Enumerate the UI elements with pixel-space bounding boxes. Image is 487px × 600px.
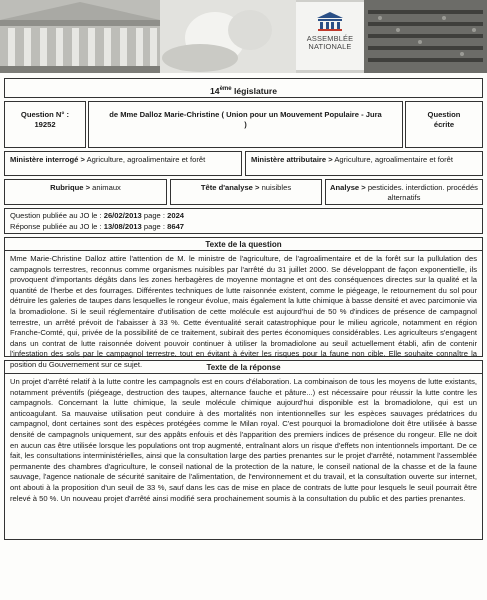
publication-dates: [4, 208, 483, 234]
question-number-cell: [4, 101, 86, 148]
ministere-attributaire-label: Ministère attributaire >: [251, 155, 333, 164]
question-identity-row: [4, 101, 483, 148]
question-author: de Mme Dalloz Marie-Christine ( Union pour un Mouvement Populaire - Jura ): [88, 101, 403, 148]
question-pub-date: 26/02/2013: [103, 211, 142, 220]
legislature-header: [4, 78, 483, 98]
ministere-interroge-value: Agriculture, agroalimentaire et forêt: [86, 155, 206, 164]
reponse-publication-line: [10, 222, 477, 233]
reponse-pub-prefix: Réponse publiée au JO le :: [10, 221, 102, 231]
assemblee-nationale-logo[interactable]: [296, 2, 364, 70]
legislature-number: 14: [210, 85, 220, 96]
question-sheet: [4, 78, 483, 540]
response-text-body: Un projet d'arrêté relatif à la lutte contre les campagnols est en cours d'élaboration. La combinaison de tous les moyens de lutte existants, notamment préventifs (piégeage, destruction des taupes, alternance fauche et pâture...) est nécessaire pour réussir la lutte contre les campagnols. Concernant la lutte chimique, la seule molécule chimique aujourd'hui disponible est la bromadiolone, qui est un anticoagulant. Sa mauvaise utilisation peut conduire à des mortalités non intentionnelles sur les espèces sauvages prédatrices du campagnol, dont certaines sont des espèces protégées comme le Milan royal. C'est pourquoi la bromadiolone doit être utilisée à basse densité de campagnols uniquement, sur des appâts enfouis et dès l'apparition des premiers indices de présence du rongeur. Elle ne doit en aucun cas être utilisée lorsque les populations ont trop augmenté, entraînant alors un risque d'effets non intentionnels important. De ce fait, les consultations interministérielles, ainsi que la consultation large des parties prenantes sur le projet d'arrêté, notamment l'assemblée permanente des chambres d'agriculture, le conseil national de la protection de la nature, le conseil national de la chasse et de la faune sauvage, l'agence nationale de sécurité sanitaire de l'alimentation, de l'environnement et du travail, et la consultation ouverte sur internet, ont abouti à la proposition d'un seuil de 33 %, sauf dans les cas de mise en place de contrats de lutte pour lesquels le seuil pourrait être relevé à 50 %. Un nouveau projet d'arrêté ainsi modifié sera prochainement soumis à la consultation du public et des parties prenantes.: [4, 374, 483, 540]
ministries-row: [4, 151, 483, 176]
ministere-attributaire: [245, 151, 483, 176]
response-text-heading: Texte de la réponse: [4, 360, 483, 374]
header-banner: [0, 0, 487, 73]
logo-text-line2: NATIONALE: [308, 42, 352, 51]
question-pub-page: 2024: [167, 211, 185, 220]
tete-analyse-cell: [170, 179, 322, 205]
tete-analyse-label: Tête d'analyse >: [200, 183, 260, 192]
analyse-label: Analyse >: [330, 183, 366, 192]
question-number: 19252: [34, 120, 56, 129]
question-type: écrite: [433, 120, 455, 129]
question-type-cell: [405, 101, 483, 148]
tete-analyse-value: nuisibles: [261, 183, 292, 192]
question-text-body: Mme Marie-Christine Dalloz attire l'attention de M. le ministre de l'agriculture, de l'agroalimentaire et de la forêt sur la pullulation des campagnols terrestres, reconnus comme organismes nuisibles par l'arrêté du 31 juillet 2000. Se développant de façon exponentielle, ils provoquent d'importants dégâts dans les zones herbagères de moyenne montagne et ont des conséquences directes sur la qualité et la quantité de l'herbe et des fourrages. Différentes techniques de lutte raisonnée existent, comme le piégeage, le retournement du sol pour détruire les galeries de taupes dans lesquelles le rongeur évolue, mais également la lutte chimique à basse densité et avec parcimonie via la bromadiolone. Si le seuil réglementaire d'utilisation de cette molécule est aujourd'hui de 50 % d'indices de présence de campagnol terrestre, un arrêté prévoit de l'abaisser à 33 %. Cette éventualité serait catastrophique pour le milieu agricole, notamment en région Franche-Comté, qui, privée de la possibilité de ce traitement, subirait des pertes économiques considérables. Les agriculteurs s'engagent dans un contrat de lutte raisonnée doivent pouvoir continuer à utiliser la bromadiolone au seuil actuellement établi, afin de contenir l'infestation des sols par le campagnol terrestre, tout en évitant à éviter les risques pour la faune non cible. Elle souhaite connaître la position du Gouvernement sur ce sujet.: [4, 251, 483, 357]
legislature-sup: ème: [219, 86, 232, 92]
rubrique-value: animaux: [92, 183, 121, 192]
question-pub-prefix: Question publiée au JO le :: [10, 211, 102, 220]
question-text-heading: Texte de la question: [4, 237, 483, 251]
ministere-interroge: [4, 151, 242, 176]
ministere-interroge-label: Ministère interrogé >: [10, 155, 85, 164]
logo-text-line1: ASSEMBLÉE: [306, 34, 354, 43]
question-publication-line: [10, 211, 477, 222]
analyse-cell: [325, 179, 483, 205]
question-pub-page-label: page :: [143, 211, 165, 220]
analyse-value: pesticides. interdiction. procédés alternatifs: [367, 183, 478, 202]
reponse-pub-page-label: page :: [143, 221, 165, 231]
reponse-pub-page: 8647: [167, 221, 185, 231]
ministere-attributaire-value: Agriculture, agroalimentaire et forêt: [334, 155, 453, 164]
hemicycle-icon: [315, 10, 345, 32]
reponse-pub-date: 13/08/2013: [103, 221, 142, 231]
question-type-label: Question: [427, 110, 461, 119]
legislature-label: législature: [233, 85, 277, 96]
rubrique-label: Rubrique >: [50, 183, 91, 192]
rubrique-cell: [4, 179, 167, 205]
question-number-label: Question N° :: [20, 110, 70, 119]
classification-row: [4, 179, 483, 205]
banner-photo: [0, 0, 487, 73]
